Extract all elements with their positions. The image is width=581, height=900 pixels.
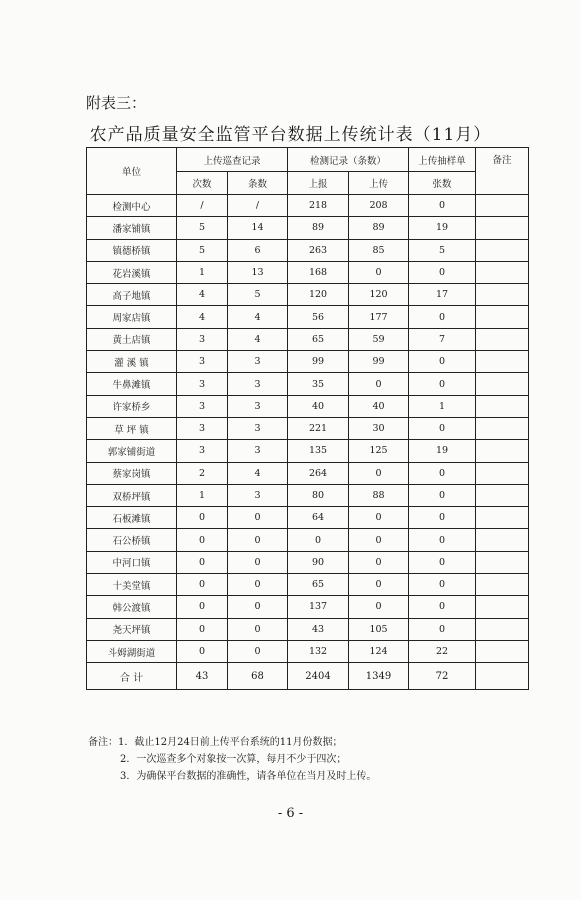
cell-inspection-times: 4 [177,284,228,306]
cell-remark [476,351,529,373]
cell-remark [476,440,529,462]
page-number: - 6 - [277,806,304,821]
header-sampling-sheets: 张数 [409,172,476,195]
cell-inspection-times: 3 [177,351,228,373]
cell-inspection-items: / [228,195,288,217]
table-row [87,351,529,373]
cell-inspection-items: 3 [228,417,288,439]
cell-inspection-times: 3 [177,417,228,439]
cell-testing-uploaded: 208 [349,195,409,217]
cell-testing-reported: 221 [288,417,349,439]
cell-unit: 潘家铺镇 [87,217,177,239]
cell-unit: 检测中心 [87,195,177,217]
cell-testing-uploaded: 40 [349,395,409,417]
header-sampling: 上传抽样单 [409,148,476,172]
cell-inspection-times: 3 [177,440,228,462]
total-cell-testing-reported: 2404 [288,663,349,690]
cell-sampling-sheets: 0 [409,529,476,551]
cell-inspection-items: 14 [228,217,288,239]
table-row [87,195,529,217]
cell-inspection-times: 5 [177,217,228,239]
cell-testing-reported: 65 [288,574,349,596]
table-row [87,484,529,506]
cell-unit: 高子地镇 [87,284,177,306]
note-3: 3．为确保平台数据的准确性，请各单位在当月及时上传。 [120,771,377,782]
table-row [87,596,529,618]
cell-remark [476,507,529,529]
cell-testing-reported: 120 [288,284,349,306]
cell-testing-reported: 65 [288,328,349,350]
cell-sampling-sheets: 19 [409,440,476,462]
cell-inspection-items: 0 [228,529,288,551]
cell-testing-uploaded: 99 [349,351,409,373]
cell-sampling-sheets: 17 [409,284,476,306]
table-row [87,507,529,529]
cell-inspection-items: 6 [228,239,288,261]
cell-sampling-sheets: 1 [409,395,476,417]
table-row [87,261,529,283]
cell-testing-uploaded: 0 [349,507,409,529]
cell-testing-reported: 137 [288,596,349,618]
note-1: 备注：1．截止12月24日前上传平台系统的11月份数据； [88,737,343,748]
total-cell-inspection-times: 43 [177,663,228,690]
cell-inspection-items: 0 [228,640,288,662]
cell-sampling-sheets: 0 [409,261,476,283]
table-row [87,640,529,662]
cell-inspection-items: 4 [228,306,288,328]
table-row [87,529,529,551]
cell-remark [476,217,529,239]
cell-inspection-times: 1 [177,261,228,283]
cell-sampling-sheets: 0 [409,351,476,373]
table-row [87,239,529,261]
table-row [87,417,529,439]
cell-testing-uploaded: 105 [349,618,409,640]
table-row [87,440,529,462]
cell-remark [476,640,529,662]
cell-remark [476,284,529,306]
cell-testing-reported: 168 [288,261,349,283]
cell-testing-uploaded: 30 [349,417,409,439]
cell-inspection-items: 5 [228,284,288,306]
cell-inspection-items: 4 [228,462,288,484]
cell-testing-reported: 99 [288,351,349,373]
total-cell-remark [476,663,529,690]
cell-sampling-sheets: 0 [409,596,476,618]
cell-remark [476,395,529,417]
cell-remark [476,462,529,484]
cell-inspection-times: 0 [177,551,228,573]
notes [88,734,377,785]
statistics-table [86,147,529,690]
cell-remark [476,195,529,217]
cell-sampling-sheets: 0 [409,507,476,529]
cell-inspection-times: 0 [177,596,228,618]
cell-testing-uploaded: 0 [349,529,409,551]
cell-sampling-sheets: 0 [409,551,476,573]
cell-testing-reported: 132 [288,640,349,662]
cell-sampling-sheets: 19 [409,217,476,239]
cell-testing-reported: 218 [288,195,349,217]
table-row [87,306,529,328]
cell-inspection-times: 3 [177,328,228,350]
cell-inspection-times: 0 [177,507,228,529]
cell-testing-reported: 43 [288,618,349,640]
cell-unit: 牛鼻滩镇 [87,373,177,395]
cell-testing-reported: 264 [288,462,349,484]
cell-sampling-sheets: 7 [409,328,476,350]
cell-testing-reported: 56 [288,306,349,328]
cell-testing-reported: 263 [288,239,349,261]
cell-inspection-times: 1 [177,484,228,506]
cell-inspection-times: 4 [177,306,228,328]
cell-inspection-times: / [177,195,228,217]
cell-inspection-items: 0 [228,574,288,596]
cell-unit: 韩公渡镇 [87,596,177,618]
cell-testing-uploaded: 89 [349,217,409,239]
total-cell-unit: 合 计 [87,663,177,690]
cell-unit: 草 坪 镇 [87,417,177,439]
cell-inspection-times: 0 [177,574,228,596]
cell-testing-reported: 35 [288,373,349,395]
cell-sampling-sheets: 0 [409,195,476,217]
cell-inspection-items: 0 [228,507,288,529]
table-row [87,618,529,640]
cell-inspection-items: 13 [228,261,288,283]
cell-testing-uploaded: 0 [349,574,409,596]
total-row [87,663,529,690]
header-testing-uploaded: 上传 [349,172,409,195]
header-testing: 检测记录（条数） [288,148,409,172]
table-row [87,574,529,596]
cell-unit: 石公桥镇 [87,529,177,551]
table-row [87,284,529,306]
header-inspection: 上传巡查记录 [177,148,288,172]
cell-remark [476,618,529,640]
table-body [87,195,529,690]
cell-remark [476,417,529,439]
cell-testing-uploaded: 0 [349,551,409,573]
cell-unit: 双桥坪镇 [87,484,177,506]
header-testing-reported: 上报 [288,172,349,195]
cell-testing-uploaded: 0 [349,596,409,618]
cell-unit: 中河口镇 [87,551,177,573]
cell-sampling-sheets: 0 [409,306,476,328]
cell-unit: 灌 溪 镇 [87,351,177,373]
cell-testing-reported: 90 [288,551,349,573]
cell-unit: 花岩溪镇 [87,261,177,283]
cell-inspection-items: 0 [228,596,288,618]
cell-testing-uploaded: 120 [349,284,409,306]
cell-testing-reported: 89 [288,217,349,239]
cell-unit: 许家桥乡 [87,395,177,417]
cell-remark [476,239,529,261]
cell-inspection-items: 3 [228,484,288,506]
cell-sampling-sheets: 5 [409,239,476,261]
cell-sampling-sheets: 0 [409,484,476,506]
cell-unit: 斗姆湖街道 [87,640,177,662]
cell-remark [476,328,529,350]
cell-inspection-times: 2 [177,462,228,484]
cell-unit: 郭家铺街道 [87,440,177,462]
note-2: 2．一次巡查多个对象按一次算，每月不少于四次； [120,754,347,765]
cell-testing-uploaded: 88 [349,484,409,506]
cell-testing-reported: 40 [288,395,349,417]
cell-remark [476,261,529,283]
cell-inspection-items: 4 [228,328,288,350]
cell-sampling-sheets: 0 [409,618,476,640]
cell-inspection-times: 0 [177,618,228,640]
cell-inspection-times: 0 [177,529,228,551]
cell-unit: 十美堂镇 [87,574,177,596]
cell-remark [476,596,529,618]
cell-unit: 镇德桥镇 [87,239,177,261]
cell-testing-uploaded: 0 [349,373,409,395]
cell-testing-reported: 135 [288,440,349,462]
cell-testing-uploaded: 0 [349,261,409,283]
cell-testing-uploaded: 85 [349,239,409,261]
cell-testing-reported: 64 [288,507,349,529]
header-remarks: 备注 [476,148,529,195]
cell-remark [476,373,529,395]
cell-unit: 蔡家岗镇 [87,462,177,484]
cell-unit: 黄土店镇 [87,328,177,350]
cell-testing-uploaded: 59 [349,328,409,350]
total-cell-inspection-items: 68 [228,663,288,690]
cell-sampling-sheets: 0 [409,462,476,484]
cell-inspection-items: 3 [228,351,288,373]
cell-unit: 尧天坪镇 [87,618,177,640]
table-row [87,395,529,417]
page-title: 农产品质量安全监管平台数据上传统计表（11月） [89,125,492,145]
cell-inspection-times: 5 [177,239,228,261]
table-row [87,462,529,484]
cell-testing-uploaded: 124 [349,640,409,662]
cell-remark [476,574,529,596]
cell-unit: 石板滩镇 [87,507,177,529]
cell-inspection-times: 3 [177,373,228,395]
header-unit: 单位 [87,148,177,195]
cell-testing-reported: 0 [288,529,349,551]
cell-testing-uploaded: 0 [349,462,409,484]
table-row [87,551,529,573]
cell-inspection-items: 3 [228,440,288,462]
table-row [87,217,529,239]
total-cell-sampling-sheets: 72 [409,663,476,690]
cell-inspection-times: 0 [177,640,228,662]
cell-sampling-sheets: 0 [409,417,476,439]
cell-sampling-sheets: 0 [409,373,476,395]
cell-testing-uploaded: 125 [349,440,409,462]
cell-unit: 周家店镇 [87,306,177,328]
cell-remark [476,484,529,506]
table-row [87,328,529,350]
cell-remark [476,306,529,328]
cell-inspection-items: 3 [228,395,288,417]
header-inspection-items: 条数 [228,172,288,195]
cell-inspection-items: 3 [228,373,288,395]
total-cell-testing-uploaded: 1349 [349,663,409,690]
cell-inspection-items: 0 [228,551,288,573]
cell-testing-reported: 80 [288,484,349,506]
appendix-label: 附表三： [86,94,147,112]
cell-inspection-items: 0 [228,618,288,640]
cell-remark [476,529,529,551]
cell-sampling-sheets: 22 [409,640,476,662]
cell-testing-uploaded: 177 [349,306,409,328]
header-inspection-times: 次数 [177,172,228,195]
table-row [87,373,529,395]
cell-remark [476,551,529,573]
cell-inspection-times: 3 [177,395,228,417]
cell-sampling-sheets: 0 [409,574,476,596]
